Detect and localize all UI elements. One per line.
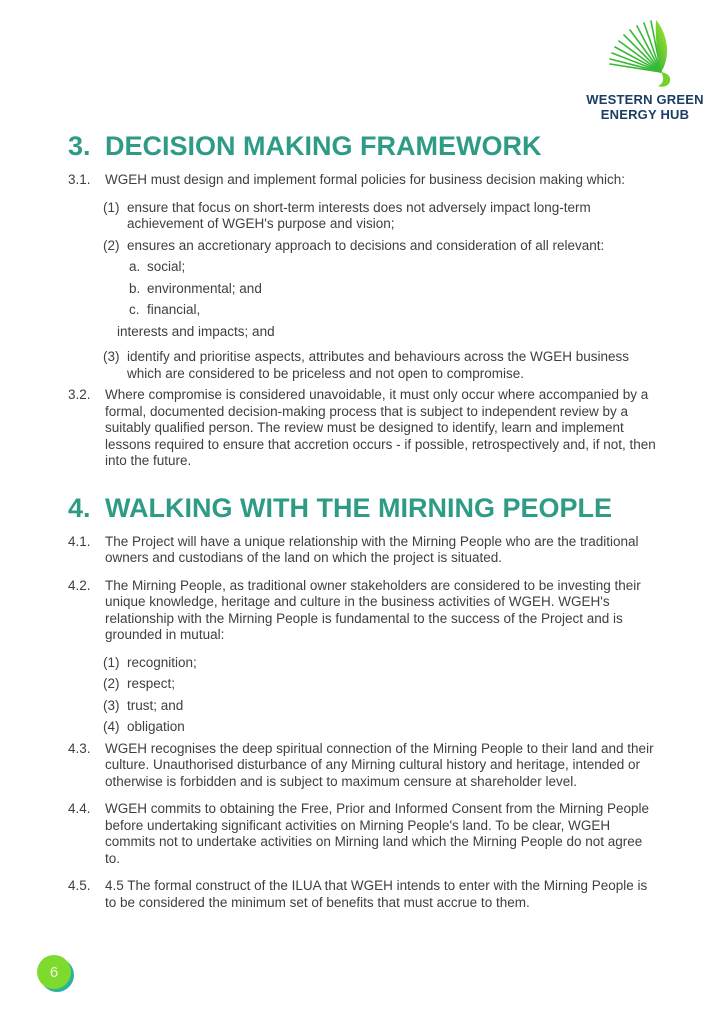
page-number: 6 (49, 963, 59, 981)
section-4 (68, 494, 658, 912)
clause-text: trust; and (127, 697, 184, 713)
clause-number: (4) (103, 719, 120, 734)
clause-number: 3.2. (68, 387, 91, 402)
section-heading (68, 132, 658, 160)
clause-number: (1) (103, 654, 120, 670)
clause-subitem (103, 655, 658, 672)
section-title: DECISION MAKING FRAMEWORK (105, 131, 542, 161)
clause-number: 4.4. (68, 801, 91, 816)
clause-number: a. (129, 259, 141, 274)
clause-subitem (129, 281, 658, 298)
clause-text: 4.5 The formal construct of the ILUA that WGEH intends to enter with the Mirning People is to be considered the minimum set of benefits that must accrue to them. (105, 878, 648, 910)
logo-line1: WESTERN GREEN (586, 92, 704, 107)
clause-text: financial, (147, 302, 201, 317)
section-title: WALKING WITH THE MIRNING PEOPLE (105, 492, 612, 523)
clause-text: respect; (127, 676, 176, 691)
section-3 (68, 132, 658, 470)
section-number: 4. (68, 492, 91, 523)
clause-subitem (129, 302, 658, 319)
clause-number: 4.3. (68, 740, 91, 756)
clause-number: 3.1. (68, 172, 91, 187)
clause-text: WGEH recognises the deep spiritual connection of the Mirning People to their land and their culture. Unauthorised disturbance of any Mirning cultural history and heritage, intended or otherwise is forbidden and is subject to maximum censure at shareholder level. (105, 740, 654, 789)
clause-text: environmental; and (147, 280, 262, 296)
clause-text: recognition; (127, 654, 197, 670)
clause (68, 801, 658, 867)
clause-number: b. (129, 280, 141, 296)
clause-text: WGEH must design and implement formal policies for business decision making which: (105, 172, 625, 187)
clause-continuation (117, 324, 658, 341)
clause-number: (2) (103, 676, 120, 691)
clause-number: (3) (103, 697, 120, 713)
logo-line2: ENERGY HUB (600, 107, 690, 122)
document-sections (68, 0, 658, 922)
clause (68, 878, 658, 911)
clause (68, 172, 658, 189)
clause-text: social; (147, 259, 186, 274)
clause-subitem (103, 238, 658, 255)
section-number: 3. (68, 131, 91, 161)
clause-number: (1) (103, 199, 120, 215)
clause-text: Where compromise is considered unavoidable, it must only occur where accompanied by a formal, documented decision-making process that is subject to independent review by a suitably qualified person. The review must be designed to identify, learn and implement lessons required to ensure that accretion occurs - if possible, retrospectively and, if not, then into the future. (105, 387, 656, 468)
clause (68, 741, 658, 791)
clause-number: c. (129, 302, 140, 317)
clause-number: (3) (103, 349, 120, 364)
clause-number: (2) (103, 237, 120, 253)
clause-number: 4.5. (68, 878, 91, 893)
clause-text: identify and prioritise aspects, attributes and behaviours across the WGEH business which are considered to be priceless and not open to compromise. (127, 349, 629, 381)
clause-number: 4.1. (68, 533, 91, 549)
clause-subitem (103, 719, 658, 736)
clause-subitem (129, 259, 658, 276)
clause-subitem (103, 349, 658, 382)
clause (68, 578, 658, 644)
clause (68, 534, 658, 567)
clause (68, 387, 658, 470)
clause-text: The Mirning People, as traditional owner stakeholders are considered to be investing their unique knowledge, heritage and culture in the business activities of WGEH. WGEH's relationship with the Mirning People is fundamental to the success of the Project and is grounded in mutual: (105, 577, 641, 642)
page-number-badge (37, 955, 71, 989)
clause-text: ensure that focus on short-term interests does not adversely impact long-term achievement of WGEH's purpose and vision; (127, 199, 591, 231)
clause-subitem (103, 200, 658, 233)
clause-number: 4.2. (68, 577, 91, 593)
clause-subitem (103, 676, 658, 693)
section-heading (68, 494, 658, 522)
clause-text: The Project will have a unique relationship with the Mirning People who are the traditional owners and custodians of the land on which the project is situated. (105, 533, 639, 565)
clause-text: WGEH commits to obtaining the Free, Prior and Informed Consent from the Mirning People before undertaking significant activities on Mirning People's land. To be clear, WGEH commits not to undertake activities on Mirning land which the Mirning People do not agree to. (105, 801, 649, 866)
clause-text: ensures an accretionary approach to decisions and consideration of all relevant: (127, 237, 605, 253)
clause-text: obligation (127, 719, 185, 734)
clause-text: interests and impacts; and (117, 323, 275, 339)
clause-subitem (103, 698, 658, 715)
